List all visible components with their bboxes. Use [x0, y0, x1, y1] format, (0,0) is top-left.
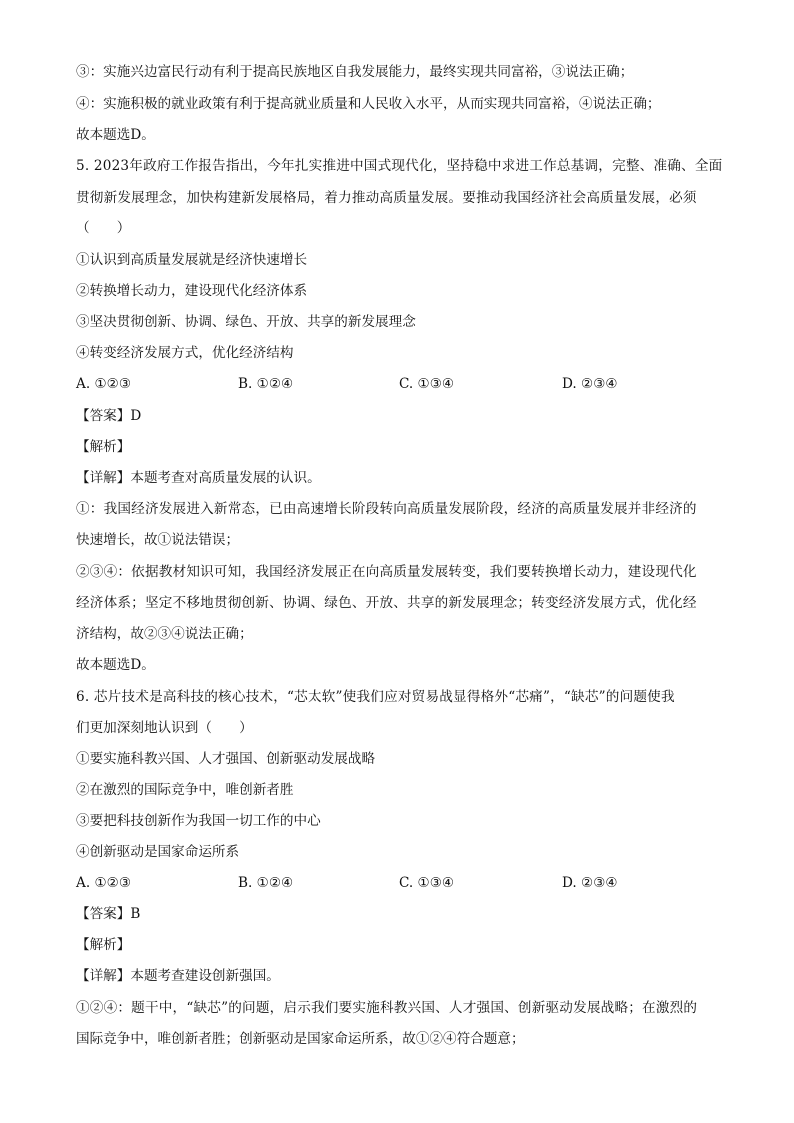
q5-stem-line-3: （ ） — [76, 220, 131, 236]
q5-detail: 【详解】本题考查对高质量发展的认识。 — [76, 470, 321, 486]
q5-options — [76, 374, 726, 394]
q6-detail: 【详解】本题考查建设创新强国。 — [76, 968, 280, 984]
q6-item-1: ①要实施科教兴国、人才强国、创新驱动发展战略 — [76, 751, 376, 767]
q6-analysis-heading: 【解析】 — [76, 937, 131, 953]
q5-option-d: D. ②③④ — [562, 376, 618, 392]
q6-explanation-line-2: 国际竞争中，唯创新者胜；创新驱动是国家命运所系，故①②④符合题意； — [76, 1031, 525, 1047]
q4-conclusion: 故本题选D。 — [76, 127, 155, 143]
q6-answer: 【答案】B — [76, 906, 141, 922]
q5-explanation-2-line-3: 济结构，故②③④说法正确； — [76, 626, 253, 642]
q5-stem-line-2: 贯彻新发展理念，加快构建新发展格局，着力推动高质量发展。要推动我国经济社会高质量发展，必须 — [76, 190, 697, 206]
q5-item-4: ④转变经济发展方式，优化经济结构 — [76, 345, 294, 361]
q6-option-a: A. ①②③ — [76, 875, 132, 891]
q6-option-d: D. ②③④ — [562, 875, 618, 891]
q6-stem-line-1: 6. 芯片技术是高科技的核心技术，“芯太软”使我们应对贸易战显得格外“芯痛”，“缺芯”的问题使我 — [76, 689, 675, 705]
q5-item-1: ①认识到高质量发展就是经济快速增长 — [76, 252, 308, 268]
q4-explanation-3: ③：实施兴边富民行动有利于提高民族地区自我发展能力，最终实现共同富裕，③说法正确； — [76, 64, 634, 80]
q5-explanation-1-line-2: 快速增长，故①说法错误； — [76, 532, 240, 548]
q4-explanation-4: ④：实施积极的就业政策有利于提高就业质量和人民收入水平，从而实现共同富裕，④说法正确； — [76, 96, 661, 112]
q6-stem-line-2: 们更加深刻地认识到（ ） — [76, 720, 253, 736]
q5-option-c: C. ①③④ — [399, 376, 455, 392]
q5-item-2: ②转换增长动力，建设现代化经济体系 — [76, 283, 308, 299]
q5-explanation-2-line-2: 经济体系；坚定不移地贯彻创新、协调、绿色、开放、共享的新发展理念；转变经济发展方式，优化经 — [76, 595, 697, 611]
q5-conclusion: 故本题选D。 — [76, 657, 155, 673]
q6-item-4: ④创新驱动是国家命运所系 — [76, 844, 240, 860]
q5-item-3: ③坚决贯彻创新、协调、绿色、开放、共享的新发展理念 — [76, 314, 416, 330]
q5-stem-line-1: 5. 2023年政府工作报告指出，今年扎实推进中国式现代化，坚持稳中求进工作总基调，完整、准确、全面 — [76, 158, 723, 174]
q6-item-3: ③要把科技创新作为我国一切工作的中心 — [76, 813, 321, 829]
q6-options — [76, 873, 726, 893]
q6-item-2: ②在激烈的国际竞争中，唯创新者胜 — [76, 782, 294, 798]
q5-option-b: B. ①②④ — [238, 376, 294, 392]
q6-explanation-line-1: ①②④：题干中，“缺芯”的问题，启示我们要实施科教兴国、人才强国、创新驱动发展战略；在激烈的 — [76, 1000, 698, 1016]
q5-analysis-heading: 【解析】 — [76, 439, 131, 455]
q5-explanation-1-line-1: ①：我国经济发展进入新常态，已由高速增长阶段转向高质量发展阶段，经济的高质量发展并非经济的 — [76, 501, 697, 517]
q6-option-c: C. ①③④ — [399, 875, 455, 891]
q5-option-a: A. ①②③ — [76, 376, 132, 392]
q6-option-b: B. ①②④ — [238, 875, 294, 891]
q5-answer: 【答案】D — [76, 408, 142, 424]
q5-explanation-2-line-1: ②③④：依据教材知识可知，我国经济发展正在向高质量发展转变，我们要转换增长动力，建设现代化 — [76, 564, 697, 580]
